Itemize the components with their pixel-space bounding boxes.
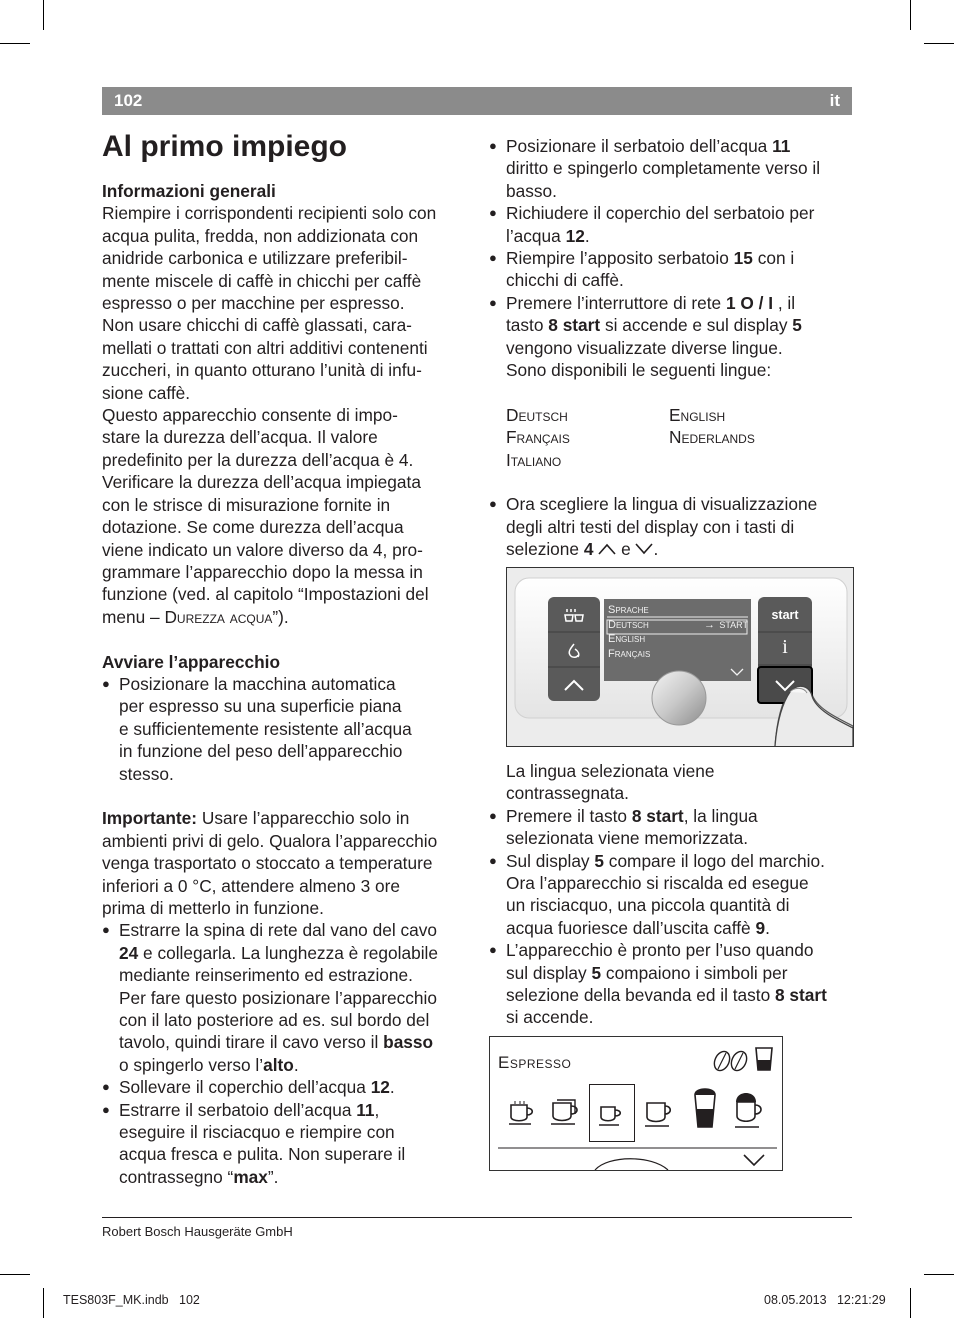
bullet-item: ● Riempire l’apposito serbatoio 15 con i chicchi di caffè.: [489, 247, 859, 292]
text-line: con le strisce di misurazione fornite in: [102, 494, 391, 515]
bullet-item: ● Estrarre il serbatoio dell’acqua 11, eseguire il risciacquo e riempire con acqua fresca e pulita. Non superare il contrassegno “max”.: [102, 1099, 467, 1189]
text-line: prima di metterlo in funzione.: [102, 897, 324, 918]
espresso-cup-icon[interactable]: [597, 1103, 625, 1129]
descale-icon: [565, 642, 583, 660]
footer-rule: [102, 1217, 852, 1218]
important-paragraph: [102, 830, 467, 920]
start-button[interactable]: start: [771, 608, 799, 622]
page-number: 102: [114, 91, 143, 110]
beverage-display-illustration: [489, 1036, 783, 1171]
page-header-bar: [102, 87, 852, 115]
bullet-item: ● Richiudere il coperchio del serbatoio per l’acqua 12.: [489, 202, 859, 247]
text-line: in funzione del peso dell’apparecchio: [119, 741, 403, 762]
text-line: predefinito per la durezza dell’acqua è 4.: [102, 449, 414, 470]
coffee-cup-icon[interactable]: [643, 1099, 675, 1129]
right-column: [489, 135, 859, 561]
beverage-label: Espresso: [498, 1053, 572, 1072]
bullet-item: ● L’apparecchio è pronto per l’uso quando sul display 5 compaiono i simboli per selezione della bevanda ed il tasto 8 start si accende.: [489, 939, 859, 1029]
bullet-item: ● Posizionare il serbatoio dell’acqua 11 diritto e spingerlo completamente verso il basso.: [489, 135, 859, 202]
info-button[interactable]: i: [782, 636, 788, 658]
double-large-cup-icon[interactable]: [549, 1094, 583, 1126]
text-line: espresso o per macchine per espresso.: [102, 293, 405, 314]
crop-mark: [924, 43, 954, 44]
footer-company: Robert Bosch Hausgeräte GmbH: [102, 1224, 293, 1239]
bullet-item: ● Sollevare il coperchio dell’acqua 12.: [102, 1076, 467, 1098]
control-panel-illustration: [506, 567, 854, 747]
bullet-item: ● Premere l’interruttore di rete 1 O / I , il tasto 8 start si accende e sul display 5 vengono visualizzate diverse lingue. Sono disponibili le seguenti lingue: Deutsch English Français Nederlands Italiano: [489, 292, 859, 471]
text-line: dotazione. Se come durezza dell’acqua: [102, 517, 404, 538]
text-line: Riempire i corrispondenti recipienti solo con: [102, 203, 437, 224]
text-line: mente miscele di caffè in chicchi per caffè: [102, 270, 422, 291]
text-line: e sufficientemente resistente all’acqua: [119, 718, 412, 739]
chevron-down-icon: [730, 668, 744, 677]
language-item: Italiano: [506, 449, 562, 470]
display-option: English: [608, 633, 646, 645]
espresso-cups-icon: [564, 607, 584, 625]
section-heading: Informazioni generali: [102, 181, 276, 201]
section-heading: Avviare l’apparecchio: [102, 651, 281, 672]
cappuccino-icon[interactable]: [733, 1088, 767, 1130]
text-line: per espresso su una superficie piana: [119, 696, 402, 717]
chevron-up-icon: [598, 543, 616, 555]
text-line: ● Posizionare la macchina automatica: [119, 673, 396, 694]
language-item: Français: [506, 427, 570, 448]
crop-mark: [0, 1274, 30, 1275]
chevron-up-icon[interactable]: [563, 678, 585, 692]
text-line: Non usare chicchi di caffè glassati, cara-: [102, 315, 412, 336]
text-line: ambienti privi di gelo. Qualora l’apparecchio: [102, 830, 438, 851]
language-list: [506, 404, 859, 471]
menu-reference-line: menu – Durezza acqua”).: [102, 606, 289, 627]
important-note: Importante: Usare l’apparecchio solo in: [102, 808, 410, 829]
language-item: Nederlands: [669, 427, 755, 448]
text-line: Questo apparecchio consente di impo-: [102, 405, 398, 426]
text-line: anidride carbonica e utilizzare preferibil-: [102, 248, 408, 269]
language-item: Deutsch: [506, 404, 568, 425]
double-coffee-cup-icon[interactable]: [507, 1097, 537, 1127]
text-line: zuccheri, in quanto otturano l’unità di infu-: [102, 360, 422, 381]
text-line: acqua pulita, fredda, non addizionata con: [102, 225, 419, 246]
text-line: venga trasportato o stoccato a temperature: [102, 853, 433, 874]
crop-mark: [43, 1288, 44, 1318]
text-line: stare la durezza dell’acqua. Il valore: [102, 427, 378, 448]
page-title: Al primo impiego: [102, 130, 348, 163]
pressing-finger-icon: [772, 678, 854, 747]
language-code: it: [829, 91, 840, 110]
text-line: grammare l’apparecchio dopo la messa in: [102, 561, 423, 582]
crop-mark: [0, 43, 30, 44]
left-column: [102, 180, 467, 1188]
arrow-right-icon: →: [704, 618, 715, 631]
bullet-item: ● Sul display 5 compare il logo del marchio. Ora l’apparecchio si riscalda ed esegue un risciacquo, una piccola quantità di acqua fuoriesce dall’uscita caffè 9.: [489, 850, 859, 940]
info-paragraph: [102, 202, 467, 605]
text-line: funzione (ved. al capitolo “Impostazioni del: [102, 584, 429, 605]
crop-mark: [43, 0, 44, 30]
bullet-item: ● Ora scegliere la lingua di visualizzazione degli altri testi del display con i tasti di selezione 4 e .: [489, 493, 859, 560]
text-line: stesso.: [119, 763, 174, 784]
text-line: inferiori a 0 °C, attendere almeno 3 ore: [102, 875, 400, 896]
chevron-down-icon: [635, 543, 653, 555]
display-option: Français: [608, 647, 651, 660]
display-option-selected: Deutsch → START: [608, 618, 748, 631]
slug-date: 08.05.2013 12:21:29: [764, 1293, 886, 1307]
display-screen: [608, 603, 748, 661]
bullet-item: ● Estrarre la spina di rete dal vano del cavo 24 e collegarla. La lunghezza è regolabile mediante reinserimento ed estrazione. Per fare questo posizionare l’apparecchio con il lato posteriore ad es. sul bordo del tavolo, quindi tirare il cavo verso il basso o spingerlo verso l’alto.: [102, 919, 467, 1076]
bullet-item: ● Premere il tasto 8 start, la lingua selezionata viene memorizzata.: [489, 805, 859, 850]
language-item: English: [669, 404, 726, 425]
crop-mark: [910, 1288, 911, 1318]
text-line: viene indicato un valore diverso da 4, pro-: [102, 539, 423, 560]
display-heading: Sprache: [608, 604, 649, 616]
bullet-item: [102, 673, 467, 785]
right-column-lower: La lingua selezionata viene contrassegnata. ● Premere il tasto 8 start, la lingua selezionata viene memorizzata. ● Sul display 5 compare il logo del marchio. Ora l’apparecchio si riscalda ed esegue un risciacquo, una piccola quantità di acqua fuoriesce dall’uscita caffè 9. ● L’apparecchio è pronto per l’uso quando sul display 5 compaiono i simboli per selezione della bevanda ed il tasto 8 start si accende.: [489, 760, 859, 1029]
latte-macchiato-icon[interactable]: [692, 1085, 718, 1129]
slug-file: TES803F_MK.indb 102: [63, 1293, 200, 1307]
text-line: mellati o trattati con altri additivi contenenti: [102, 337, 428, 358]
text-line: sione caffè.: [102, 382, 191, 403]
chevron-down-icon[interactable]: [742, 1153, 766, 1167]
text-line: Verificare la durezza dell’acqua impiegata: [102, 472, 421, 493]
crop-mark: [924, 1274, 954, 1275]
crop-mark: [910, 0, 911, 30]
